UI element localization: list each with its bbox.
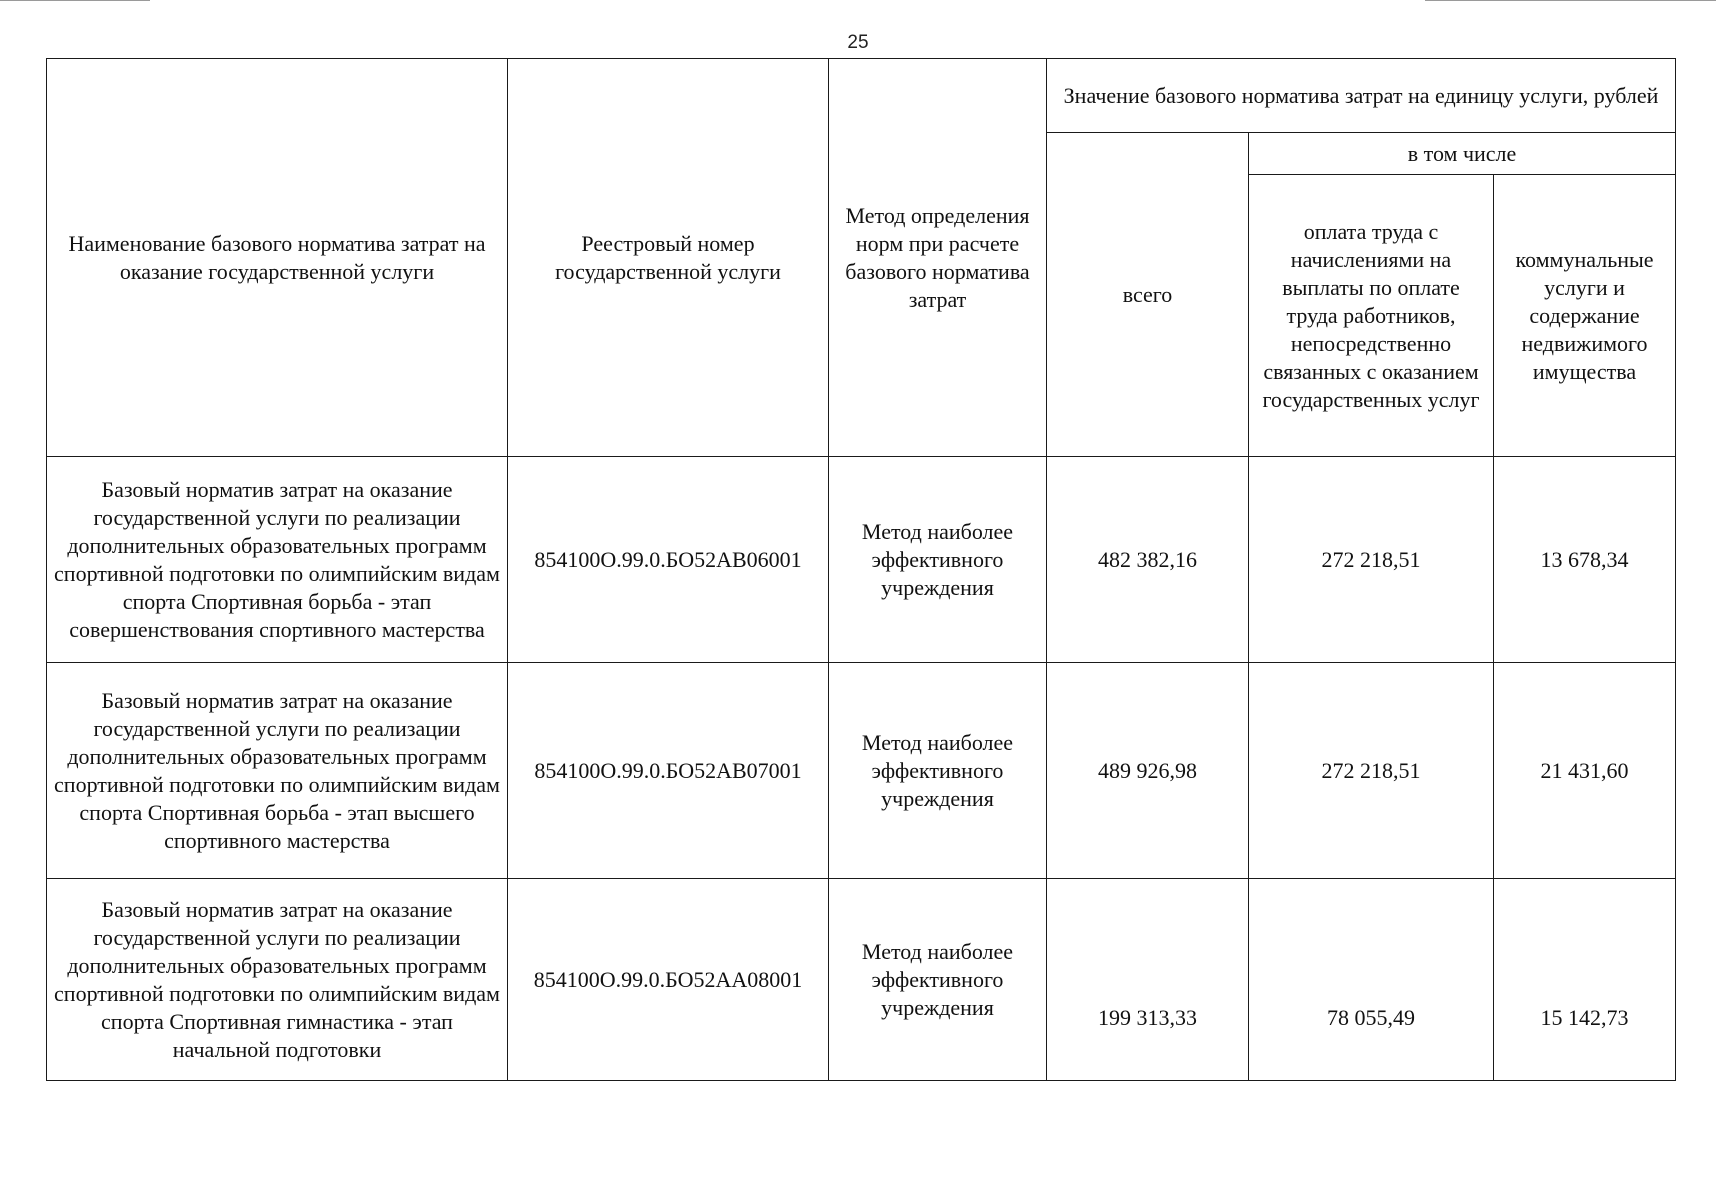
header-total: всего xyxy=(1047,133,1249,457)
cost-norms-table xyxy=(46,58,1676,1081)
row-total: 482 382,16 xyxy=(1047,457,1249,663)
row-name: Базовый норматив затрат на оказание государственной услуги по реализации дополнительных образовательных программ спортивной подготовки по олимпийским видам спорта Спортивная борьба - этап высшего спортивного мастерства xyxy=(47,663,508,879)
row-registry: 854100О.99.0.БО52АВ06001 xyxy=(508,457,829,663)
row-total: 199 313,33 xyxy=(1047,879,1249,1081)
row-utilities: 15 142,73 xyxy=(1494,879,1676,1081)
row-registry: 854100О.99.0.БО52АА08001 xyxy=(508,879,829,1081)
row-labor: 78 055,49 xyxy=(1249,879,1494,1081)
header-value-group: Значение базового норматива затрат на единицу услуги, рублей xyxy=(1047,59,1676,133)
row-labor: 272 218,51 xyxy=(1249,457,1494,663)
row-name: Базовый норматив затрат на оказание государственной услуги по реализации дополнительных образовательных программ спортивной подготовки по олимпийским видам спорта Спортивная гимнастика - этап начальной подготовки xyxy=(47,879,508,1081)
row-method: Метод наиболее эффективного учреждения xyxy=(829,663,1047,879)
scan-edge-mark xyxy=(1425,0,1716,1)
row-utilities: 21 431,60 xyxy=(1494,663,1676,879)
header-registry: Реестровый номер государственной услуги xyxy=(508,59,829,457)
page-number: 25 xyxy=(847,32,869,53)
table-row xyxy=(47,879,1676,1081)
row-name: Базовый норматив затрат на оказание государственной услуги по реализации дополнительных образовательных программ спортивной подготовки по олимпийским видам спорта Спортивная борьба - этап совершенствования спортивного мастерства xyxy=(47,457,508,663)
header-labor: оплата труда с начислениями на выплаты по оплате труда работников, непосредственно связанных с оказанием государственных услуг xyxy=(1249,175,1494,457)
header-method: Метод определения норм при расчете базового норматива затрат xyxy=(829,59,1047,457)
row-method: Метод наиболее эффективного учреждения xyxy=(829,457,1047,663)
header-name: Наименование базового норматива затрат на оказание государственной услуги xyxy=(47,59,508,457)
header-utilities: коммунальные услуги и содержание недвижимого имущества xyxy=(1494,175,1676,457)
row-method: Метод наиболее эффективного учреждения xyxy=(829,879,1047,1081)
header-row xyxy=(47,59,1676,133)
table-row xyxy=(47,663,1676,879)
table-row xyxy=(47,457,1676,663)
row-utilities: 13 678,34 xyxy=(1494,457,1676,663)
row-registry: 854100О.99.0.БО52АВ07001 xyxy=(508,663,829,879)
header-including: в том числе xyxy=(1249,133,1676,175)
row-total: 489 926,98 xyxy=(1047,663,1249,879)
scan-edge-mark xyxy=(0,0,150,1)
row-labor: 272 218,51 xyxy=(1249,663,1494,879)
